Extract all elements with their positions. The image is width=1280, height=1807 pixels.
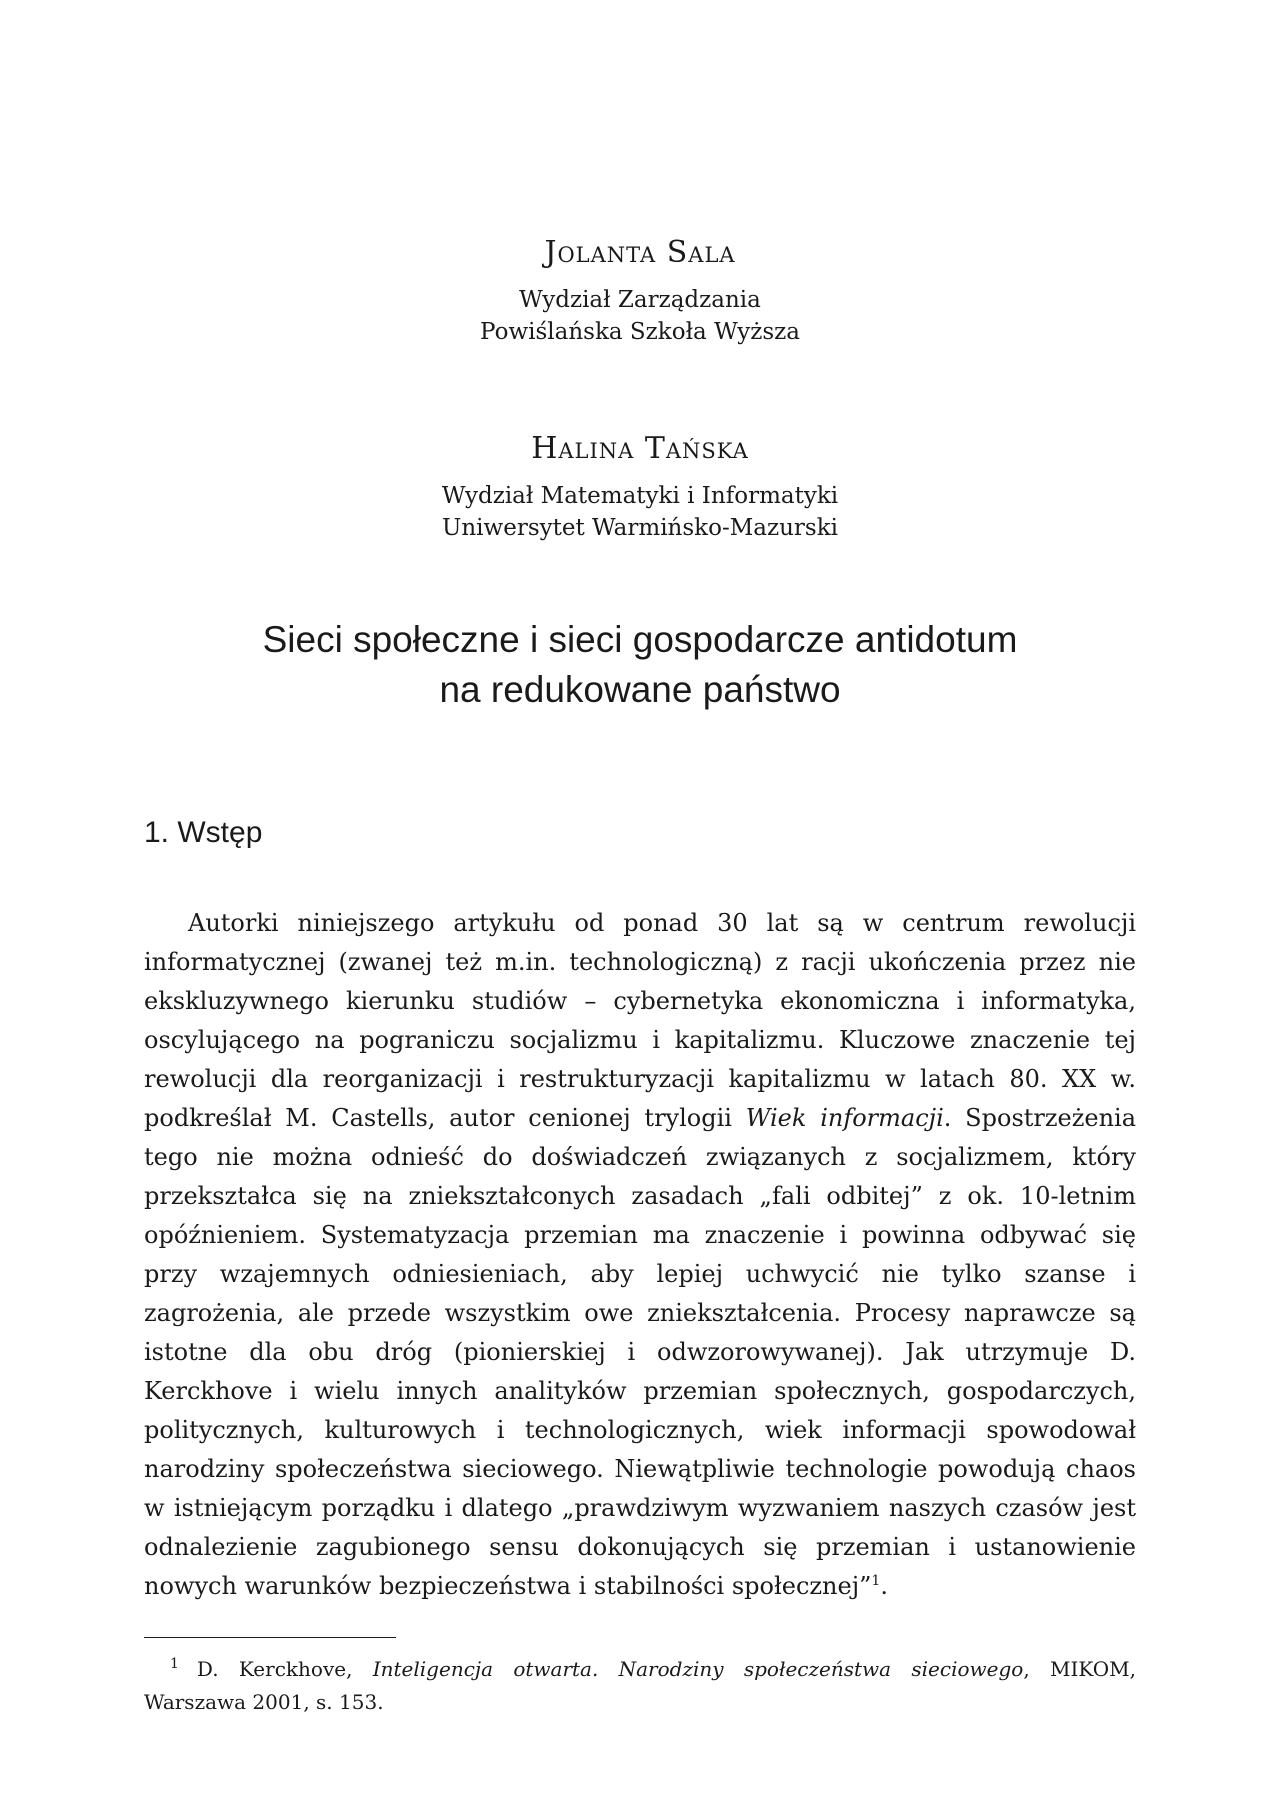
- book-title-italic: Wiek informacji: [745, 1104, 944, 1132]
- footnote-number: 1: [170, 1656, 179, 1673]
- author-affiliation-faculty: Wydział Zarządzania: [519, 287, 761, 313]
- author-block-2: [0, 432, 1280, 544]
- paragraph-text-part3: .: [880, 1572, 888, 1600]
- author-affiliation-faculty: Wydział Matematyki i Informatyki: [441, 483, 839, 509]
- paragraph-text-part1: Autorki niniejszego artykułu od ponad 30 lat są w centrum rewolucji informatycznej (zwanej też m.in. technologiczną) z racji ukończenia przez nie ekskluzywnego kierunku studiów – cybernetyka ekonomiczna i informatyka, oscylującego na pograniczu socjalizmu i kapitalizmu. Kluczowe znaczenie tej rewolucji dla reorganizacji i restrukturyzacji kapitalizmu w latach 80. XX w. podkreślał M. Castells, autor cenionej trylogii: [144, 909, 1136, 1132]
- author-name: Jolanta Sala: [544, 235, 736, 270]
- article-title-line1: Sieci społeczne i sieci gospodarcze antidotum: [262, 619, 1018, 660]
- footnote: [144, 1653, 1136, 1719]
- body-paragraph: [144, 904, 1136, 1606]
- author-block-1: [0, 236, 1280, 348]
- footnote-divider: [144, 1637, 396, 1638]
- author-name: Halina Tańska: [531, 431, 749, 466]
- paragraph-text-part2: . Spostrzeżenia tego nie można odnieść do doświadczeń związanych z socjalizmem, który przekształca się na zniekształconych zasadach „fali odbitej” z ok. 10-letnim opóźnieniem. Systematyzacja przemian ma znaczenie i powinna odbywać się przy wzajemnych odniesieniach, aby lepiej uchwycić nie tylko szanse i zagrożenia, ale przede wszystkim owe zniekształcenia. Procesy naprawcze są istotne dla obu dróg (pionierskiej i odwzorowywanej). Jak utrzymuje D. Kerckhove i wielu innych analityków przemian społecznych, gospodarczych, politycznych, kulturowych i technologicznych, wiek informacji spowodował narodziny społeczeństwa sieciowego. Niewątpliwie technologie powodują chaos w istniejącym porządku i dlatego „prawdziwym wyzwaniem naszych czasów jest odnalezienie zagubionego sensu dokonujących się przemian i ustanowienie nowych warunków bezpieczeństwa i stabilności społecznej”: [144, 1104, 1137, 1600]
- article-title-line2: na redukowane państwo: [439, 669, 841, 710]
- footnote-title-italic: Inteligencja otwarta. Narodziny społeczeństwa sieciowego: [372, 1657, 1024, 1681]
- footnote-author: D. Kerckhove,: [196, 1657, 373, 1681]
- article-title: [0, 615, 1280, 715]
- footnote-publication: , MIKOM, Warszawa 2001, s. 153.: [144, 1657, 1136, 1714]
- section-heading: 1. Wstęp: [144, 816, 263, 849]
- footnote-reference[interactable]: 1: [871, 1573, 881, 1589]
- author-affiliation-institution: Uniwersytet Warmińsko-Mazurski: [441, 515, 839, 541]
- author-affiliation-institution: Powiślańska Szkoła Wyższa: [480, 319, 800, 345]
